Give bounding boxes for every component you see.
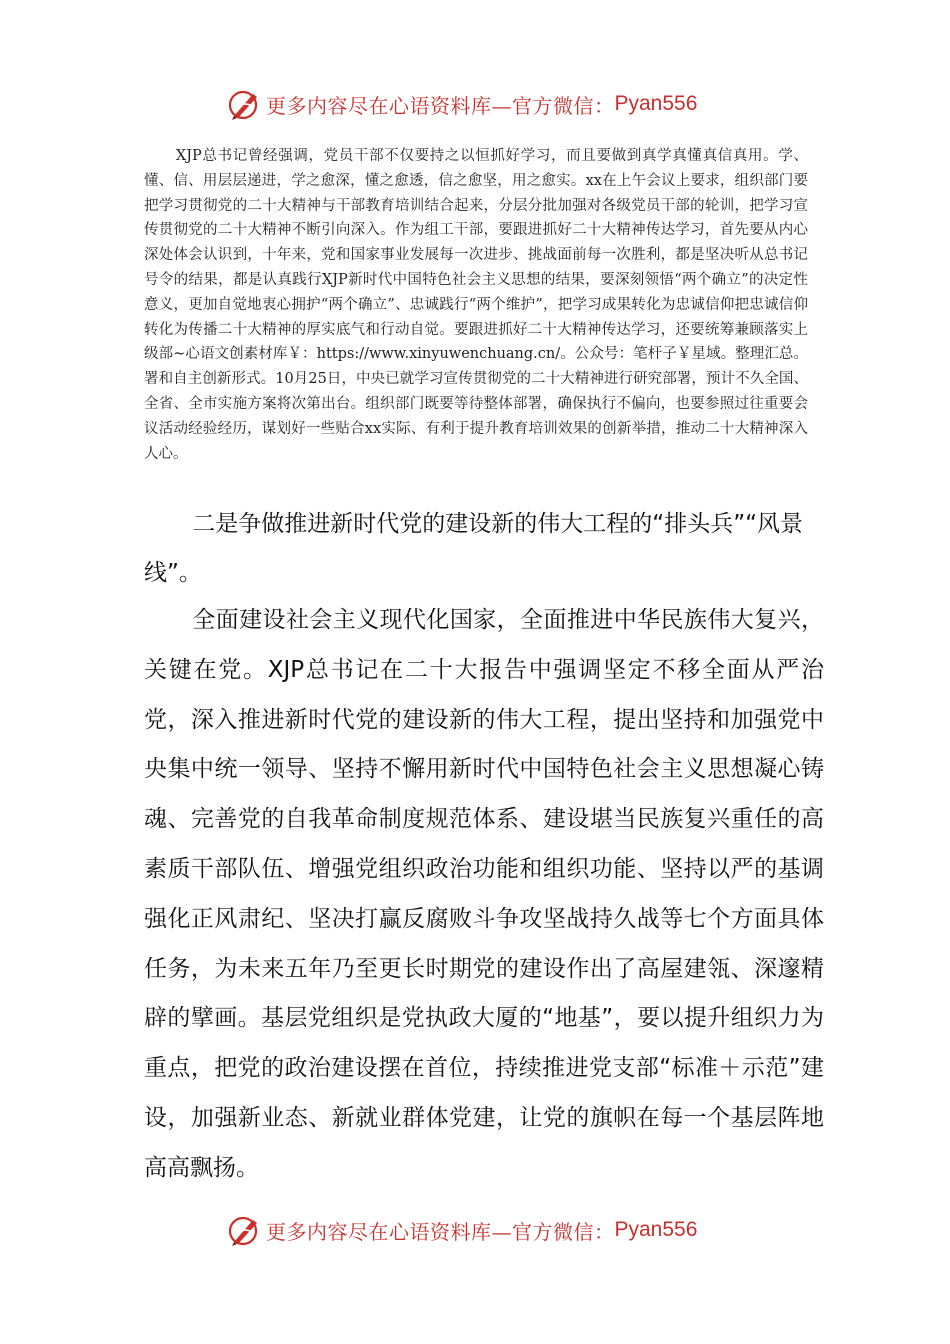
watermark-wechat-id: Pyan556	[614, 92, 698, 115]
pen-logo-icon	[226, 1212, 262, 1248]
watermark-text: 更多内容尽在心语资料库—官方微信：	[266, 93, 615, 118]
watermark-wechat-id: Pyan556	[614, 1218, 698, 1241]
body-paragraph: 全面建设社会主义现代化国家，全面推进中华民族伟大复兴，关键在党。XJP总书记在二十大报告中强调坚定不移全面从严治党，深入推进新时代党的建设新的伟大工程，提出坚持和加强党中央集中统一领导、坚持不懈用新时代中国特色社会主义思想凝心铸魂、完善党的自我革命制度规范体系、建设堪当民族复兴重任的高素质干部队伍、增强党组织政治功能和组织功能、坚持以严的基调强化正风肃纪、坚决打赢反腐败斗争攻坚战持久战等七个方面具体任务，为未来五年乃至更长时期党的建设作出了高屋建瓴、深邃精辟的擘画。基层党组织是党执政大厦的“地基”，要以提升组织力为重点，把党的政治建设摆在首位，持续推进党支部“标准＋示范”建设，加强新业态、新就业群体党建，让党的旗帜在每一个基层阵地高高飘扬。	[144, 607, 824, 1181]
watermark-footer	[226, 1210, 697, 1250]
pen-logo-icon	[226, 86, 262, 122]
section-heading: 二是争做推进新时代党的建设新的伟大工程的“排头兵”“风景线”。	[144, 511, 804, 586]
watermark-text: 更多内容尽在心语资料库—官方微信：	[266, 1219, 615, 1244]
watermark-header	[226, 84, 697, 124]
intro-paragraph: XJP总书记曾经强调，党员干部不仅要持之以恒抓好学习，而且要做到真学真懂真信真用。学、懂、信、用层层递进，学之愈深，懂之愈透，信之愈坚，用之愈实。xx在上午会议上要求，组织部门要把学习贯彻党的二十大精神与干部教育培训结合起来，分层分批加强对各级党员干部的轮训，把学习宣传贯彻党的二十大精神不断引向深入。作为组工干部，要跟进抓好二十大精神传达学习，首先要从内心深处体会认识到，十年来，党和国家事业发展每一次进步、挑战面前每一次胜利，都是坚决听从总书记号令的结果，都是认真践行XJP新时代中国特色社会主义思想的结果，要深刻领悟“两个确立”的决定性意义，更加自觉地衷心拥护“两个确立”、忠诚践行“两个维护”，把学习成果转化为忠诚信仰把忠诚信仰转化为传播二十大精神的厚实底气和行动自觉。要跟进抓好二十大精神传达学习，还要统筹兼顾落实上级部~心语文创素材库￥：https://www.xinyuwenchuang.cn/。公众号：笔杆子￥星域。整理汇总。署和自主创新形式。10月25日，中央已就学习宣传贯彻党的二十大精神进行研究部署，预计不久全国、全省、全市实施方案将次第出台。组织部门既要等待整体部署，确保执行不偏向，也要参照过往重要会议活动经验经历，谋划好一些贴合xx实际、有利于提升教育培训效果的创新举措，推动二十大精神深入人心。	[144, 148, 808, 462]
